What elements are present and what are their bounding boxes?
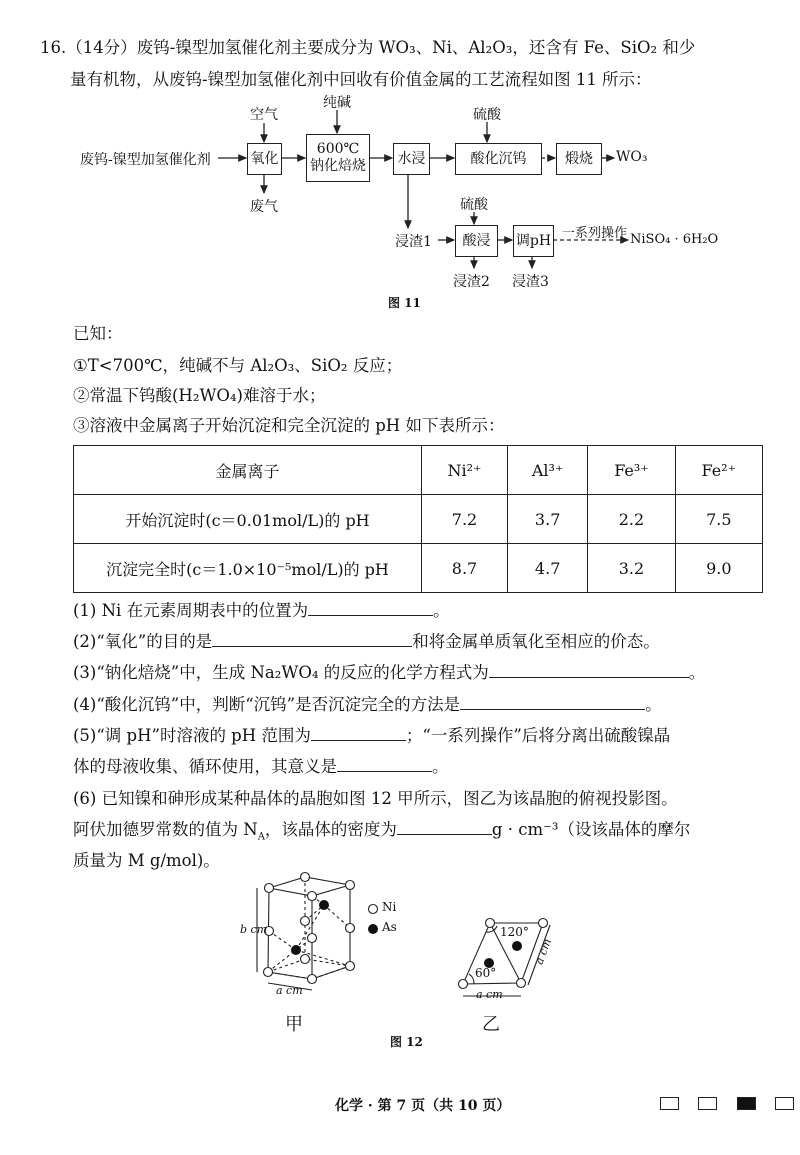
answer-blank[interactable] [489,663,689,678]
flow-acid-label: 硫酸 [473,107,501,123]
roast-temp: 600℃ [316,141,360,157]
b-dimension-label: b cm [240,923,268,936]
flow-step-oxidize: 氧化 [247,143,282,175]
flow-product-wo3: WO₃ [616,149,648,165]
q-text: 。 [645,695,662,714]
sub-question-6-cont: 质量为 M g/mol)。 [73,851,220,870]
legend-as: As [382,920,397,934]
q-text: 。 [688,663,706,682]
flow-step-water-leach: 水浸 [393,143,430,175]
table-cell: 9.0 [675,544,762,593]
q-text: 和将金属单质氧化至相应的价态。 [412,632,660,651]
sub-question-6-cont [73,816,690,842]
page-marker-square-filled [737,1097,756,1110]
flow-waste-gas-label: 废气 [250,199,278,215]
sub-question-6: (6) 已知镍和砷形成某种晶体的晶胞如图 12 甲所示，图乙为该晶胞的俯视投影图。 [73,789,678,808]
table-cell: 3.2 [588,544,675,593]
flow-residue3-label: 浸渣3 [512,274,549,290]
question-score: （14分） [66,38,137,57]
answer-blank[interactable] [308,601,433,616]
q-text: (4)“酸化沉钨”中，判断“沉钨”是否沉淀完全的方法是 [73,695,461,714]
page-marker-square [660,1097,679,1110]
flow-step-acidify: 酸化沉钨 [455,143,542,175]
known-item: ①T<700℃，纯碱不与 Al₂O₃、SiO₂ 反应； [73,356,403,375]
figure-yi-label: 乙 [482,1014,500,1035]
q-text: (2)“氧化”的目的是 [73,632,213,651]
table-header: Fe³⁺ [588,446,675,495]
flow-step-adjust-ph: 调pH [513,225,554,257]
as-atoms [291,900,378,955]
table-cell: 7.5 [675,495,762,544]
legend-ni: Ni [382,900,397,914]
figure-11-caption: 图 11 [388,296,421,310]
flow-product-niso4: NiSO₄ · 6H₂O [630,232,719,247]
flow-series-ops-label: 一系列操作 [562,226,628,241]
q-text: 阿伏加德罗常数的值为 N [73,820,258,839]
answer-blank[interactable] [311,726,406,741]
ni-atoms [264,873,378,984]
page-marker-square [775,1097,794,1110]
q-text: (5)“调 pH”时溶液的 pH 范围为 [73,726,311,745]
table-header: Ni²⁺ [422,446,508,495]
known-item: ②常温下钨酸(H₂WO₄)难溶于水； [73,386,326,405]
flow-acid2-label: 硫酸 [460,197,488,213]
ph-table [73,445,763,593]
table-header: Al³⁺ [508,446,588,495]
table-cell: 8.7 [422,544,508,593]
angle-60-label: 60° [475,966,497,980]
intro-line: 量有机物，从废钨-镍型加氢催化剂中回收有价值金属的工艺流程如图 11 所示： [70,70,652,89]
answer-blank[interactable] [397,820,492,835]
figure-jia-label: 甲 [285,1014,303,1035]
table-cell: 3.7 [508,495,588,544]
a-dimension-label: a cm [276,984,303,997]
q-text: 体的母液收集、循环使用，其意义是 [73,757,337,776]
roast-label: 钠化焙烧 [310,158,366,174]
sub-question-5-cont [73,753,449,777]
flow-soda-label: 纯碱 [323,95,351,111]
q-text: 。 [433,601,450,620]
q-text: (3)“钠化焙烧”中，生成 Na₂WO₄ 的反应的化学方程式为 [73,663,489,682]
flow-residue2-label: 浸渣2 [453,274,490,290]
q-text: 。 [432,757,449,776]
flow-residue1-label: 浸渣1 [395,234,432,250]
table-header: Fe²⁺ [675,446,762,495]
flow-step-calcine: 煅烧 [556,143,602,175]
table-cell: 4.7 [508,544,588,593]
a-dimension-label: a cm [476,988,503,1001]
flow-input-label: 废钨-镍型加氢催化剂 [80,152,211,168]
q-sub: A [257,831,265,843]
table-header: 金属离子 [74,446,422,495]
table-cell: 7.2 [422,495,508,544]
table-row-label: 沉淀完全时(c＝1.0×10⁻⁵mol/L)的 pH [74,544,422,593]
figure-12-caption: 图 12 [390,1035,423,1049]
q-text: (1) Ni 在元素周期表中的位置为 [73,601,309,620]
sub-question-2 [73,628,660,652]
page-marker-square [698,1097,717,1110]
table-header-row [74,446,763,495]
table-row-label: 开始沉淀时(c＝0.01mol/L)的 pH [74,495,422,544]
page-footer: 化学 · 第 7 页（共 10 页） [335,1098,511,1114]
sub-question-1 [73,597,450,621]
flow-step-acid-leach: 酸浸 [455,225,498,257]
q-text: g · cm⁻³（设该晶体的摩尔 [491,820,691,839]
intro-line: 废钨-镍型加氢催化剂主要成分为 WO₃、Ni、Al₂O₃，还含有 Fe、SiO₂ 和少 [136,38,696,57]
answer-blank[interactable] [337,757,432,772]
table-cell: 2.2 [588,495,675,544]
flow-step-roast [306,134,370,182]
crystal-drawing [0,860,800,1010]
a-dimension-label: a cm [532,936,554,967]
sub-question-4 [73,691,662,715]
q-text: ；“一系列操作”后将分离出硫酸镍晶 [405,726,671,745]
q-text: ，该晶体的密度为 [264,820,397,839]
flow-air-label: 空气 [250,107,278,123]
table-row [74,495,763,544]
answer-blank[interactable] [460,695,645,710]
angle-120-label: 120° [500,925,529,939]
answer-blank[interactable] [212,632,412,647]
question-number: 16. [40,38,67,57]
table-row [74,544,763,593]
sub-question-3 [73,659,705,683]
known-item: ③溶液中金属离子开始沉淀和完全沉淀的 pH 如下表所示： [73,416,505,435]
known-title: 已知： [73,324,123,343]
sub-question-5 [73,722,670,746]
